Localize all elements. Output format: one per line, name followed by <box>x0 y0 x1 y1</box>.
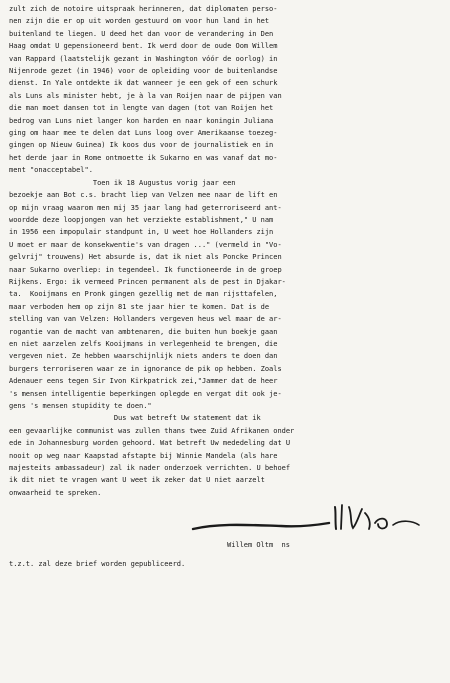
text-line: ging om haar mee te delen dat Luns loog over Amerikaanse toezeg- <box>9 129 278 138</box>
text-line: maar verboden hem op zijn 81 ste jaar hier te komen. Dat is de <box>9 302 270 311</box>
text-line: gens 's mensen stupidity te doen." <box>9 402 152 410</box>
text-line: nen zijn die er op uit worden gestuurd om voor hun land in het <box>9 17 270 26</box>
text-line: van Rappard (laatstelijk gezant in Washington vóór de oorlog) in <box>9 54 278 63</box>
text-line: gelvrij" trouwens) Het absurde is, dat ik niet als Poncke Princen <box>9 253 282 262</box>
text-line: U moet er maar de konsekwentie's van dragen ..." (vermeld in "Vo- <box>9 240 282 249</box>
text-line: zult zich de notoire uitspraak herinneren, dat diplomaten perso- <box>9 5 278 13</box>
text-line: nooit op weg naar Kaapstad afstapte bij Winnie Mandela (als hare <box>9 451 278 460</box>
text-line: op mijn vraag waarom men mij 35 jaar lang had geterroriseerd ant- <box>9 203 282 212</box>
text-line: ment "onacceptabel". <box>9 166 93 175</box>
text-line: majesteits ambassadeur) zal ik nader onderzoek verrichten. U behoef <box>9 464 291 473</box>
text-line: en niet aarzelen zelfs Kooijmans in verlegenheid te brengen, die <box>9 339 278 348</box>
text-line: Nijenrode gezet (in 1946) voor de opleiding voor de buitenlandse <box>9 67 278 76</box>
text-line: Rijkens. Ergo: ik vermeed Princen permanent als de pest in Djakar- <box>9 277 286 286</box>
text-line: vergeven niet. Ze hebben waarschijnlijk niets anders te doen dan <box>9 352 278 361</box>
handwritten-signature <box>189 499 429 537</box>
paragraph-2 <box>9 177 442 413</box>
postscript: t.z.t. zal deze brief worden gepubliceerd. <box>9 559 186 568</box>
text-line: Dus wat betreft Uw statement dat ik <box>9 414 261 423</box>
text-line: rogantie van de macht van ambtenaren, die buiten hun boekje gaan <box>9 327 278 336</box>
text-line: burgers terroriseren waar ze in ignorance de pik op hebben. Zoals <box>9 364 282 373</box>
text-line: dienst. In Yale ontdekte ik dat wanneer je een gek of een schurk <box>9 79 278 88</box>
signature-area <box>9 499 442 539</box>
signature-name: Willem Oltm ns <box>227 541 290 550</box>
text-line: in 1956 een impopulair standpunt in, U weet hoe Hollanders zijn <box>9 228 274 237</box>
text-line: het derde jaar in Rome ontmoette ik Sukarno en was vanaf dat mo- <box>9 153 278 162</box>
text-line: die man moet dansen tot in lengte van dagen (tot van Roijen het <box>9 104 274 113</box>
text-line: Toen ik 18 Augustus vorig jaar een <box>9 178 236 187</box>
paragraph-1 <box>9 3 442 177</box>
text-line: onwaarheid te spreken. <box>9 488 102 497</box>
text-line: woordde deze loopjongen van het verziekte establishment," U nam <box>9 215 274 224</box>
text-line: Haag omdat U gepensioneerd bent. Ik werd door de oude Oom Willem <box>9 42 278 51</box>
text-line: bedrog van Luns niet langer kon harden en naar koningin Juliana <box>9 116 274 125</box>
text-line: stelling van van Velzen: Hollanders vergeven heus wel maar de ar- <box>9 315 282 324</box>
paragraph-3 <box>9 412 442 499</box>
text-line: ede in Johannesburg worden gehoord. Wat betreft Uw mededeling dat U <box>9 439 291 448</box>
text-line: bezoekje aan Bot c.s. bracht liep van Velzen mee naar de lift en <box>9 191 278 200</box>
text-line: Adenauer eens tegen Sir Ivon Kirkpatrick zei,"Jammer dat de heer <box>9 377 278 386</box>
text-line: naar Sukarno overliep: in tegendeel. Ik functioneerde in de groep <box>9 265 282 274</box>
text-line: 's mensen intelligentie beperkingen oplegde en vergat dit ook je- <box>9 389 282 398</box>
text-line: een gevaarlijke communist was zullen thans twee Zuid Afrikanen onder <box>9 426 295 435</box>
text-line: ik dit niet te vragen want U weet ik zeker dat U niet aarzelt <box>9 476 265 485</box>
text-line: gingen op Nieuw Guinea) Ik koos dus voor de journalistiek en in <box>9 141 274 150</box>
text-line: buitenland te liegen. U deed het dan voor de verandering in Den <box>9 29 274 38</box>
text-line: als Luns als minister hebt, je à la van Roijen naar de pijpen van <box>9 91 282 100</box>
text-line: ta. Kooijmans en Pronk gingen gezellig met de man rijsttafelen, <box>9 290 278 299</box>
